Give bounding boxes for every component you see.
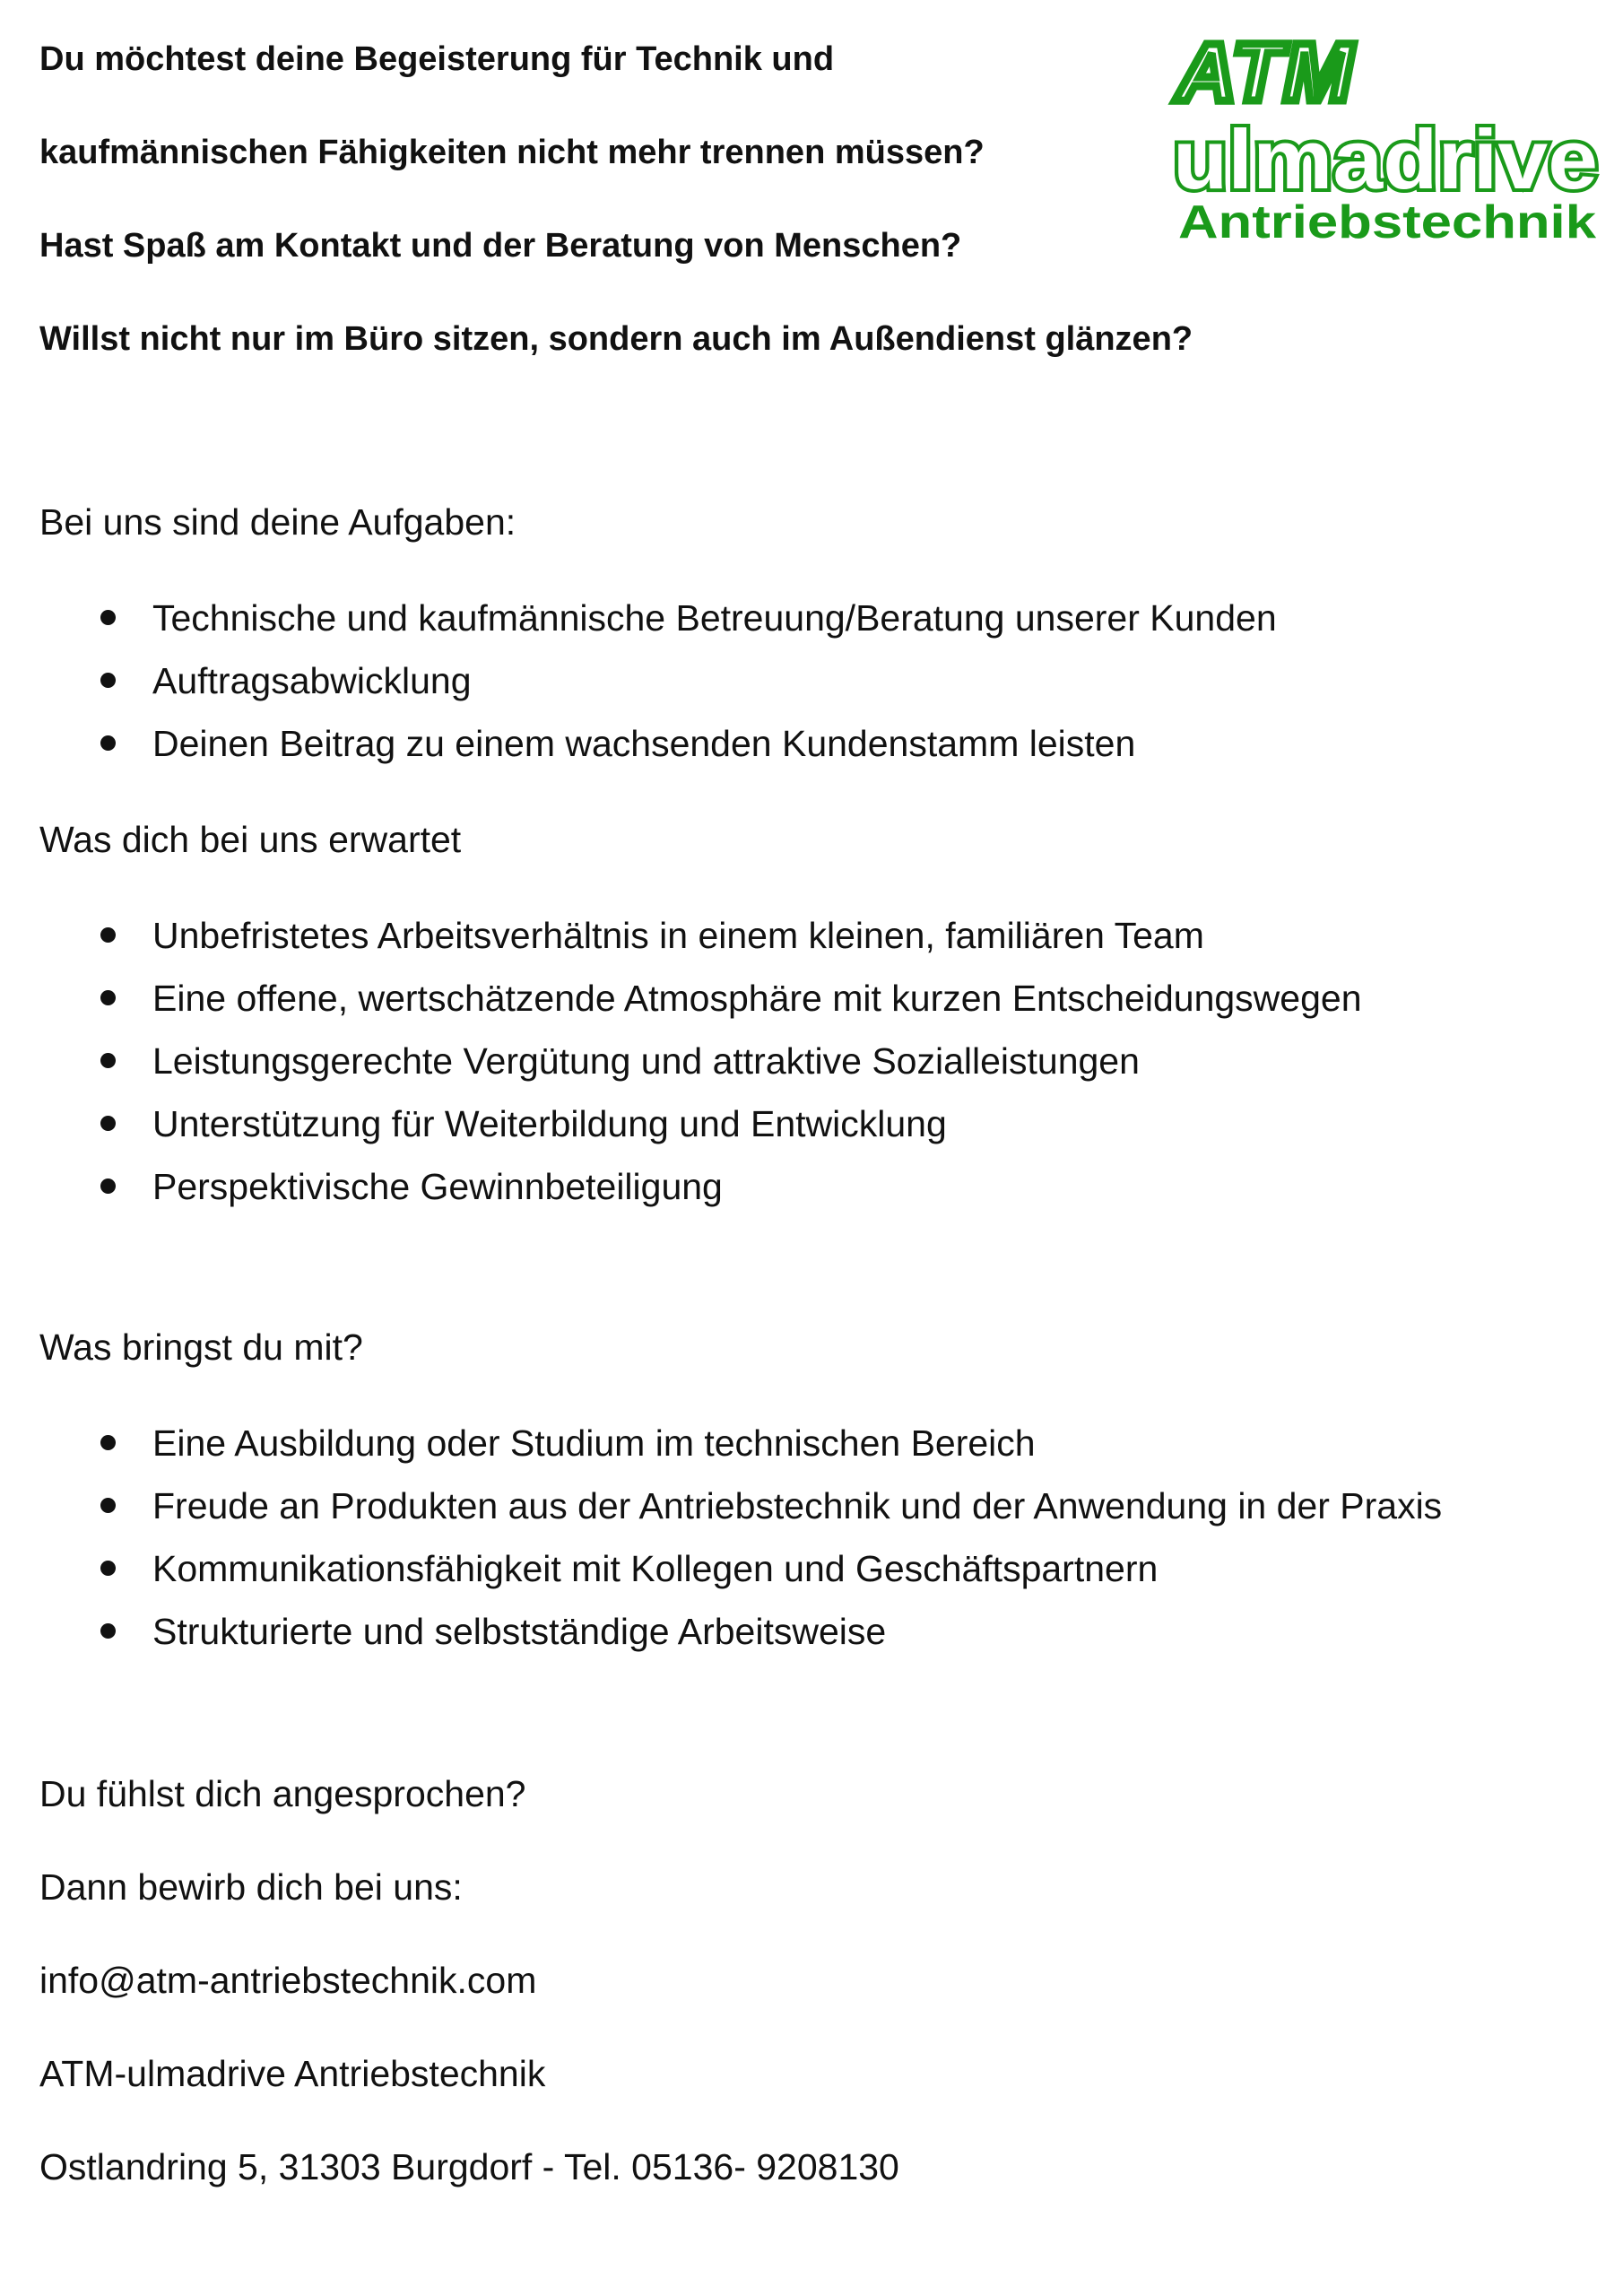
bullet-icon bbox=[100, 990, 116, 1005]
atm-ulmadrive-logo bbox=[1166, 25, 1605, 249]
list-item-text: Auftragsabwicklung bbox=[152, 660, 472, 701]
bullet-icon bbox=[100, 1435, 116, 1450]
requirements-list bbox=[0, 1412, 1480, 1663]
requirements-heading: Was bringst du mit? bbox=[39, 1326, 363, 1368]
list-item bbox=[0, 1030, 1480, 1092]
list-item bbox=[0, 1600, 1480, 1663]
list-item bbox=[0, 1092, 1480, 1155]
tasks-list bbox=[0, 587, 1480, 775]
offer-heading: Was dich bei uns erwartet bbox=[39, 819, 462, 860]
contact-cta: Dann bewirb dich bei uns: bbox=[39, 1866, 463, 1908]
logo-atm-text: ATM bbox=[1176, 27, 1355, 118]
list-item-text: Kommunikationsfähigkeit mit Kollegen und Geschäftspartnern bbox=[152, 1548, 1159, 1589]
list-item bbox=[0, 1474, 1480, 1537]
list-item-text: Eine offene, wertschätzende Atmosphäre mit kurzen Entscheidungswegen bbox=[152, 978, 1362, 1019]
intro-line-2: kaufmännischen Fähigkeiten nicht mehr trennen müssen? bbox=[39, 134, 985, 171]
list-item bbox=[0, 1155, 1480, 1218]
logo-graphic bbox=[1166, 25, 1605, 249]
contact-email[interactable]: info@atm-antriebstechnik.com bbox=[39, 1960, 537, 2001]
bullet-icon bbox=[100, 735, 116, 751]
offer-list bbox=[0, 904, 1480, 1218]
list-item bbox=[0, 712, 1480, 775]
bullet-icon bbox=[100, 1623, 116, 1639]
intro-line-4: Willst nicht nur im Büro sitzen, sondern auch im Außendienst glänzen? bbox=[39, 320, 1193, 358]
company-address: Ostlandring 5, 31303 Burgdorf - Tel. 05136- 9208130 bbox=[39, 2146, 899, 2187]
list-item bbox=[0, 587, 1480, 649]
list-item bbox=[0, 904, 1480, 967]
intro-line-1: Du möchtest deine Begeisterung für Technik und bbox=[39, 40, 835, 78]
list-item-text: Freude an Produkten aus der Antriebstechnik und der Anwendung in der Praxis bbox=[152, 1485, 1443, 1526]
bullet-icon bbox=[100, 1116, 116, 1131]
list-item-text: Leistungsgerechte Vergütung und attraktive Sozialleistungen bbox=[152, 1040, 1140, 1082]
list-item-text: Strukturierte und selbstständige Arbeitsweise bbox=[152, 1611, 887, 1652]
bullet-icon bbox=[100, 673, 116, 688]
company-name: ATM-ulmadrive Antriebstechnik bbox=[39, 2053, 546, 2094]
contact-question: Du fühlst dich angesprochen? bbox=[39, 1773, 526, 1814]
list-item bbox=[0, 1537, 1480, 1600]
bullet-icon bbox=[100, 1053, 116, 1068]
list-item-text: Technische und kaufmännische Betreuung/Beratung unserer Kunden bbox=[152, 597, 1277, 639]
logo-antriebstechnik-text: Antriebstechnik bbox=[1178, 196, 1597, 248]
logo-ulmadrive-text: ulmadrive bbox=[1173, 112, 1598, 206]
list-item-text: Unterstützung für Weiterbildung und Entwicklung bbox=[152, 1103, 947, 1144]
bullet-icon bbox=[100, 610, 116, 625]
list-item-text: Perspektivische Gewinnbeteiligung bbox=[152, 1166, 723, 1207]
bullet-icon bbox=[100, 927, 116, 943]
list-item-text: Eine Ausbildung oder Studium im technischen Bereich bbox=[152, 1422, 1036, 1464]
bullet-icon bbox=[100, 1561, 116, 1576]
bullet-icon bbox=[100, 1498, 116, 1513]
list-item-text: Unbefristetes Arbeitsverhältnis in einem kleinen, familiären Team bbox=[152, 915, 1204, 956]
list-item bbox=[0, 1412, 1480, 1474]
intro-line-3: Hast Spaß am Kontakt und der Beratung von Menschen? bbox=[39, 227, 962, 265]
list-item bbox=[0, 967, 1480, 1030]
tasks-heading: Bei uns sind deine Aufgaben: bbox=[39, 501, 516, 543]
list-item bbox=[0, 649, 1480, 712]
list-item-text: Deinen Beitrag zu einem wachsenden Kundenstamm leisten bbox=[152, 723, 1136, 764]
bullet-icon bbox=[100, 1178, 116, 1194]
